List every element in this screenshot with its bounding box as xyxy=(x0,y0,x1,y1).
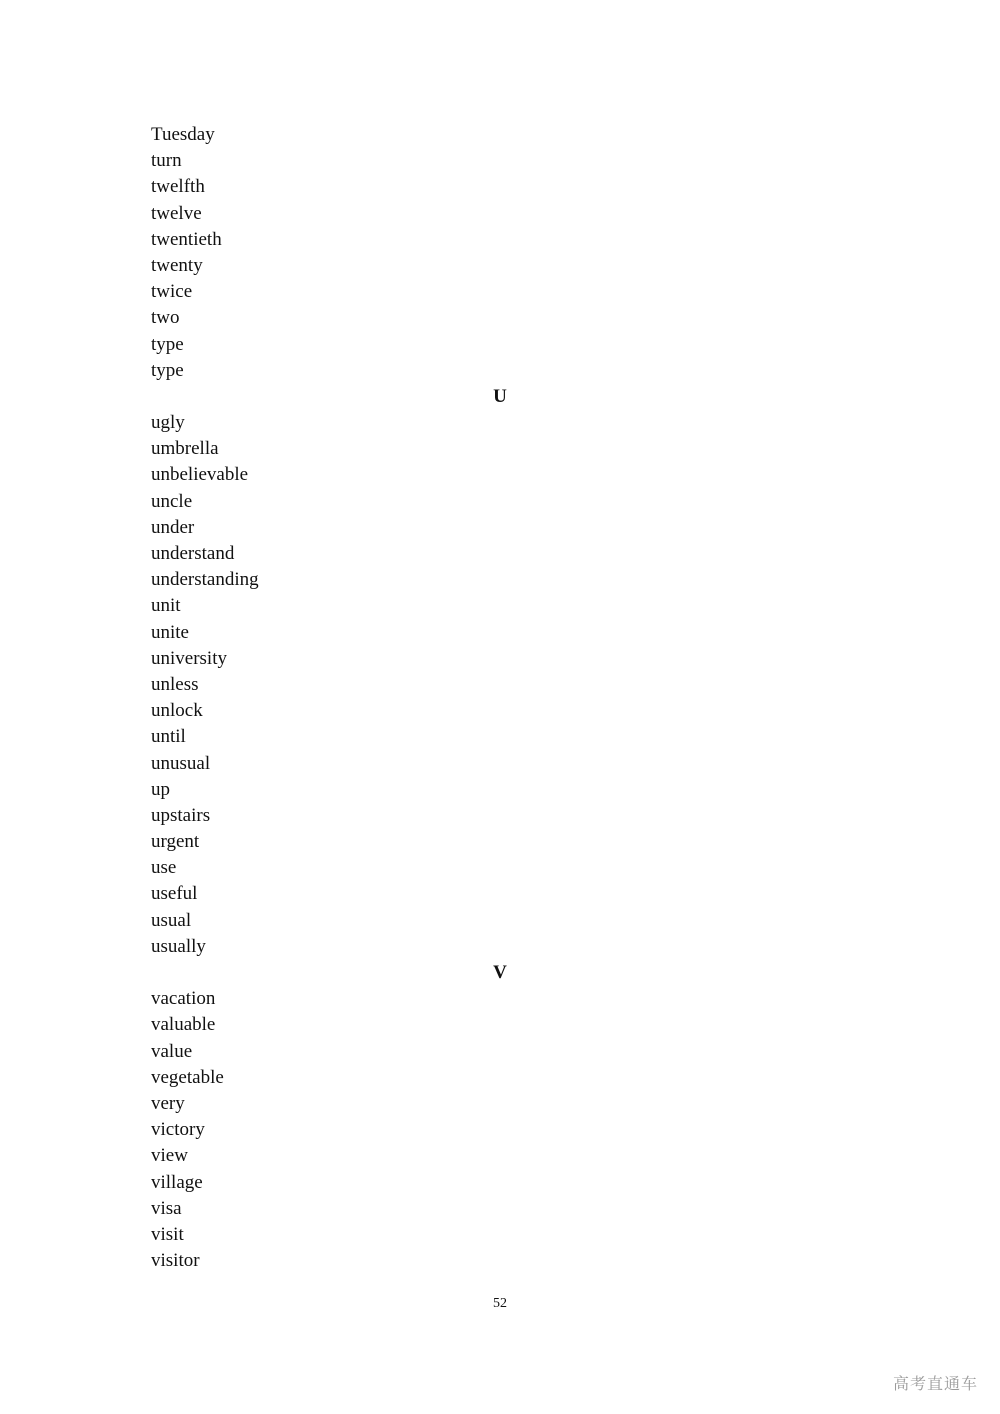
word-entry: usually xyxy=(151,935,206,957)
word-entry: until xyxy=(151,726,186,748)
word-entry: type xyxy=(151,333,184,355)
word-entry: unusual xyxy=(151,752,211,774)
word-entry: valuable xyxy=(151,1014,216,1036)
word-entry: urgent xyxy=(151,831,200,853)
word-entry: unless xyxy=(151,673,199,695)
word-entry: vacation xyxy=(151,988,216,1010)
word-entry: unbelievable xyxy=(151,464,249,486)
word-entry: twenty xyxy=(151,254,203,276)
word-entry: victory xyxy=(151,1119,205,1141)
watermark: 高考直通车 xyxy=(892,1374,978,1393)
word-entry: village xyxy=(151,1171,203,1193)
vocabulary-word-list xyxy=(151,122,851,1274)
page-number: 52 xyxy=(493,1296,507,1311)
word-entry: vegetable xyxy=(151,1066,224,1088)
word-entry: unite xyxy=(151,621,189,643)
word-entry: university xyxy=(151,647,227,669)
word-entry: visitor xyxy=(151,1250,200,1272)
word-entry: usual xyxy=(151,909,192,931)
word-entry: two xyxy=(151,307,180,329)
word-entry: value xyxy=(151,1040,193,1062)
word-entry: type xyxy=(151,359,184,381)
word-entry: ugly xyxy=(151,412,185,434)
word-entry: twelfth xyxy=(151,176,205,198)
word-entry: umbrella xyxy=(151,438,219,460)
word-entry: useful xyxy=(151,883,198,905)
word-entry: visa xyxy=(151,1197,182,1219)
word-entry: up xyxy=(151,778,170,800)
word-entry: view xyxy=(151,1145,188,1167)
word-entry: visit xyxy=(151,1223,184,1245)
word-entry: understand xyxy=(151,543,235,564)
section-letter-u: U xyxy=(493,385,507,407)
word-entry: unit xyxy=(151,595,181,617)
word-entry: twelve xyxy=(151,202,202,224)
word-entry: upstairs xyxy=(151,804,211,826)
word-entry: uncle xyxy=(151,490,193,512)
word-entry: understanding xyxy=(151,569,259,591)
word-entry: use xyxy=(151,857,177,879)
section-letter-v: V xyxy=(493,962,507,983)
word-entry: turn xyxy=(151,150,182,172)
word-entry: very xyxy=(151,1092,185,1114)
word-entry: twice xyxy=(151,281,193,303)
word-entry: Tuesday xyxy=(151,124,215,145)
word-entry: unlock xyxy=(151,700,203,722)
word-entry: under xyxy=(151,516,195,538)
word-entry: twentieth xyxy=(151,228,222,250)
